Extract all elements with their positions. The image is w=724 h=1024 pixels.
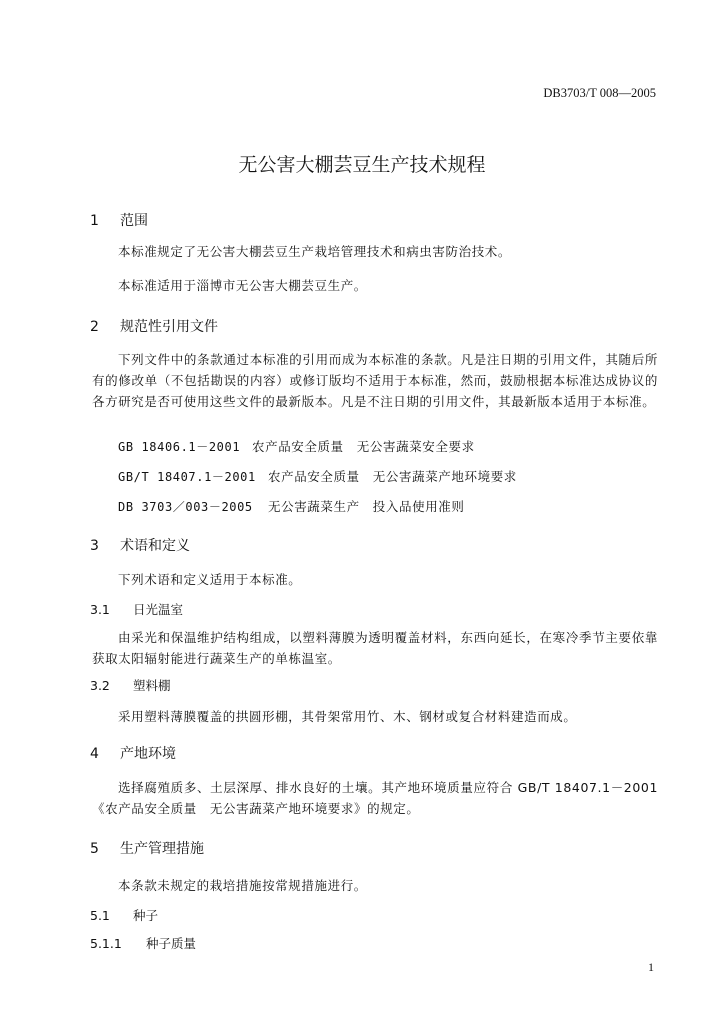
reference-code: DB 3703／003－2005 [118, 500, 253, 514]
reference-code: GB 18406.1－2001 [118, 440, 241, 454]
section-3-heading [90, 535, 190, 555]
reference-title: 农产品安全质量 无公害蔬菜产地环境要求 [268, 469, 517, 484]
section-1-heading [90, 210, 148, 230]
section-number: 5 [90, 841, 99, 857]
section-number: 4 [90, 746, 99, 762]
section-title: 种子质量 [146, 936, 197, 951]
paragraph: 选择腐殖质多、土层深厚、排水良好的土壤。其产地环境质量应符合 GB/T 18407.1－2001《农产品安全质量 无公害蔬菜产地环境要求》的规定。 [92, 780, 658, 816]
standard-code: DB3703/T 008—2005 [543, 86, 656, 100]
paragraph: 本标准适用于淄博市无公害大棚芸豆生产。 [118, 278, 367, 293]
section-number: 3.1 [90, 602, 110, 617]
paragraph: 本标准规定了无公害大棚芸豆生产栽培管理技术和病虫害防治技术。 [118, 244, 512, 259]
section-2-heading [90, 316, 218, 336]
paragraph: 本条款未规定的栽培措施按常规措施进行。 [118, 878, 367, 893]
section-5-1-1-heading [90, 934, 196, 952]
section-title: 日光温室 [133, 602, 184, 617]
section-number: 5.1 [90, 908, 110, 923]
page-number: 1 [648, 960, 654, 974]
reference-item [118, 467, 517, 485]
reference-item [118, 497, 465, 515]
paragraph: 由采光和保温维护结构组成，以塑料薄膜为透明覆盖材料，东西向延长，在寒冷季节主要依靠获取太阳辐射能进行蔬菜生产的单栋温室。 [92, 630, 658, 666]
section-title: 范围 [120, 213, 148, 229]
paragraph: 下列术语和定义适用于本标准。 [118, 572, 302, 587]
section-5-heading [90, 838, 204, 858]
section-3-1-heading [90, 600, 183, 618]
document-title: 无公害大棚芸豆生产技术规程 [238, 154, 486, 176]
section-title: 种子 [133, 908, 159, 923]
section-number: 1 [90, 213, 99, 229]
section-4-heading [90, 743, 176, 763]
reference-title: 农产品安全质量 无公害蔬菜安全要求 [252, 439, 475, 454]
paragraph: 采用塑料薄膜覆盖的拱圆形棚，其骨架常用竹、木、钢材或复合材料建造而成。 [118, 709, 577, 724]
section-title: 产地环境 [120, 746, 176, 762]
section-5-1-heading [90, 906, 158, 924]
section-number: 3 [90, 538, 99, 554]
section-title: 规范性引用文件 [120, 319, 218, 335]
section-title: 生产管理措施 [120, 841, 204, 857]
section-3-2-heading [90, 676, 171, 694]
reference-item [118, 437, 475, 455]
reference-title: 无公害蔬菜生产 投入品使用准则 [268, 499, 465, 514]
section-number: 2 [90, 319, 99, 335]
section-number: 3.2 [90, 678, 110, 693]
section-title: 术语和定义 [120, 538, 190, 554]
paragraph: 下列文件中的条款通过本标准的引用而成为本标准的条款。凡是注日期的引用文件，其随后所有的修改单（不包括勘误的内容）或修订版均不适用于本标准，然而，鼓励根据本标准达成协议的各方研究是否可使用这些文件的最新版本。凡是不注日期的引用文件，其最新版本适用于本标准。 [92, 352, 658, 409]
section-title: 塑料棚 [133, 678, 171, 693]
section-number: 5.1.1 [90, 936, 122, 951]
reference-code: GB/T 18407.1－2001 [118, 470, 256, 484]
